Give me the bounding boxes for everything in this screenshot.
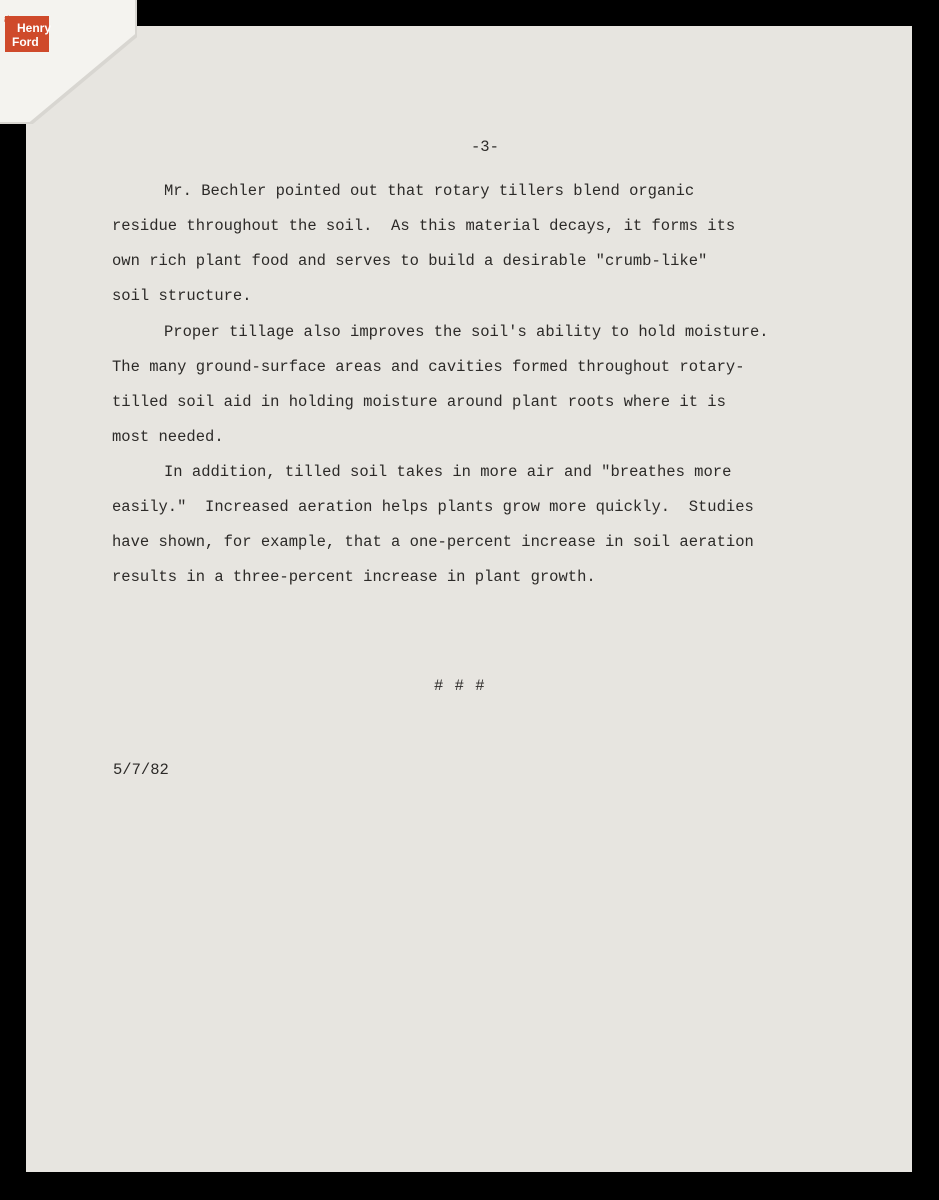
paragraph-2-line-4: most needed. — [112, 428, 224, 446]
paper-sheet — [26, 26, 912, 1172]
logo-line-1: Henry — [17, 21, 52, 35]
paragraph-1-line-1: Mr. Bechler pointed out that rotary tillers blend organic — [164, 182, 695, 200]
logo-prefix: the — [4, 14, 17, 24]
page-number: -3- — [471, 138, 499, 156]
paragraph-2-line-3: tilled soil aid in holding moisture around plant roots where it is — [112, 393, 726, 411]
paragraph-3-line-4: results in a three-percent increase in plant growth. — [112, 568, 596, 586]
paragraph-2-line-1: Proper tillage also improves the soil's ability to hold moisture. — [164, 323, 769, 341]
document-date: 5/7/82 — [113, 761, 169, 779]
paragraph-2-line-2: The many ground-surface areas and cavities formed throughout rotary- — [112, 358, 745, 376]
paragraph-1-line-4: soil structure. — [112, 287, 252, 305]
logo-line-2: Ford — [12, 35, 39, 49]
paragraph-3-line-3: have shown, for example, that a one-percent increase in soil aeration — [112, 533, 754, 551]
paragraph-1-line-3: own rich plant food and serves to build a desirable "crumb-like" — [112, 252, 708, 270]
end-mark: # # # — [434, 677, 486, 695]
paragraph-1-line-2: residue throughout the soil. As this material decays, it forms its — [112, 217, 736, 235]
paragraph-3-line-1: In addition, tilled soil takes in more air and "breathes more — [164, 463, 732, 481]
paragraph-3-line-2: easily." Increased aeration helps plants grow more quickly. Studies — [112, 498, 754, 516]
